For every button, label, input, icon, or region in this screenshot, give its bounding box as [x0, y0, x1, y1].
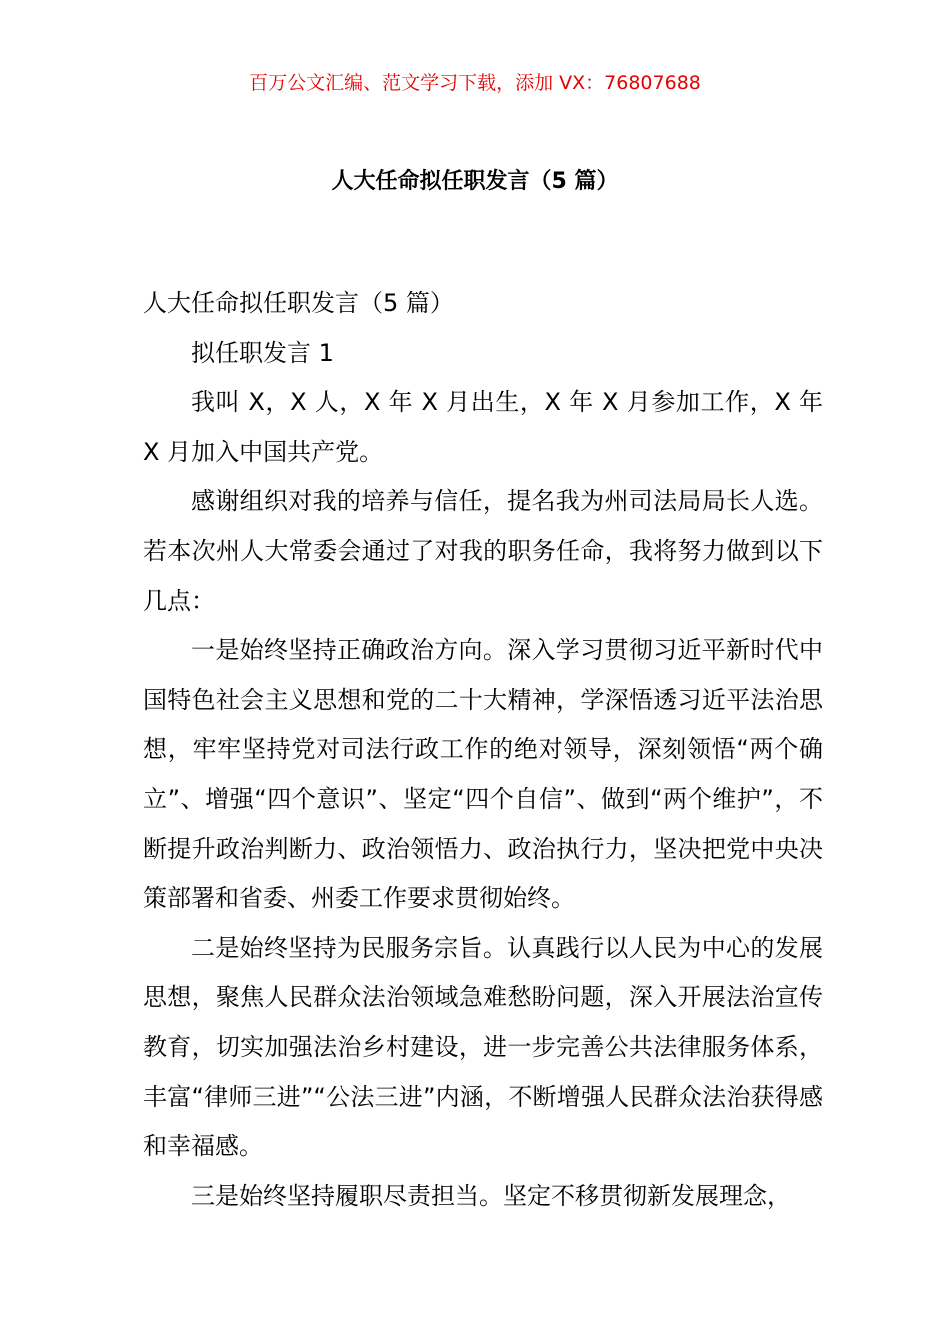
paragraph: 一是始终坚持正确政治方向。深入学习贯彻习近平新时代中国特色社会主义思想和党的二十大精神，学深悟透习近平法治思想，牢牢坚持党对司法行政工作的绝对领导，深刻领悟“两个确立”、增强“四个意识”、坚定“四个自信”、做到“两个维护”，不断提升政治判断力、政治领悟力、政治执行力，坚决把党中央决策部署和省委、州委工作要求贯彻始终。 — [143, 636, 823, 913]
paragraph: 三是始终坚持履职尽责担当。坚定不移贯彻新发展理念， — [191, 1181, 791, 1210]
document-body — [143, 279, 823, 1221]
body-subtitle: 人大任命拟任职发言（5 篇） — [143, 289, 454, 317]
paragraph: 感谢组织对我的培养与信任，提名我为州司法局局长人选。若本次州人大常委会通过了对我的职务任命，我将努力做到以下几点： — [143, 487, 823, 615]
header-note: 百万公文汇编、范文学习下载，添加 VX：76807688 — [249, 72, 701, 94]
paragraph: 二是始终坚持为民服务宗旨。认真践行以人民为中心的发展思想，聚焦人民群众法治领域急难愁盼问题，深入开展法治宣传教育，切实加强法治乡村建设，进一步完善公共法律服务体系，丰富“律师三进”“公法三进”内涵，不断增强人民群众法治获得感和幸福感。 — [143, 933, 823, 1161]
paragraph: 我叫 X，X 人，X 年 X 月出生，X 年 X 月参加工作，X 年 X 月加入中国共产党。 — [143, 388, 823, 466]
document-title: 人大任命拟任职发言（5 篇） — [331, 169, 619, 194]
section-heading: 拟任职发言 1 — [191, 338, 334, 367]
